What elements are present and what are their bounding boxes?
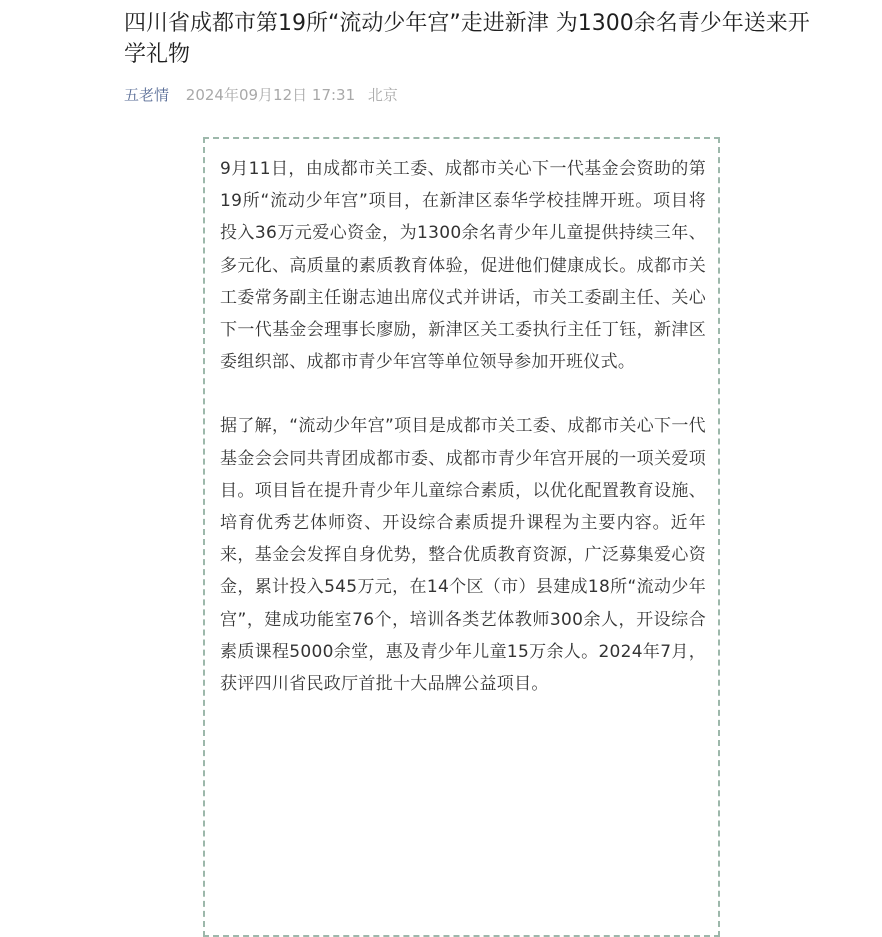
article-paragraph-2: 据了解，“流动少年宫”项目是成都市关工委、成都市关心下一代基金会会同共青团成都市委、成都市青少年宫开展的一项关爱项目。项目旨在提升青少年儿童综合素质，以优化配置教育设施、培育优秀艺体师资、开设综合素质提升课程为主要内容。近年来，基金会发挥自身优势，整合优质教育资源，广泛募集爱心资金，累计投入545万元，在14个区（市）县建成18所“流动少年宫”，建成功能室76个，培训各类艺体教师300余人，开设综合素质课程5000余堂，惠及青少年儿童15万余人。2024年7月，获评四川省民政厅首批十大品牌公益项目。 [220, 416, 706, 695]
article-paragraph-1: 9月11日，由成都市关工委、成都市关心下一代基金会资助的第19所“流动少年宫”项目，在新津区泰华学校挂牌开班。项目将投入36万元爱心资金，为1300余名青少年儿童提供持续三年、多元化、高质量的素质教育体验，促进他们健康成长。成都市关工委常务副主任谢志迪出席仪式并讲话，市关工委副主任、关心下一代基金会理事长廖励，新津区关工委执行主任丁钰，新津区委组织部、成都市青少年宫等单位领导参加开班仪式。 [220, 159, 706, 373]
author-link[interactable]: 五老情 [124, 86, 170, 104]
article-body [220, 153, 706, 732]
publish-location: 北京 [367, 86, 398, 104]
publish-date: 2024年09月12日 17:31 [185, 86, 356, 104]
article-title: 四川省成都市第19所“流动少年宫”走进新津 为1300余名青少年送来开学礼物 [124, 11, 810, 67]
article-meta [124, 84, 398, 106]
